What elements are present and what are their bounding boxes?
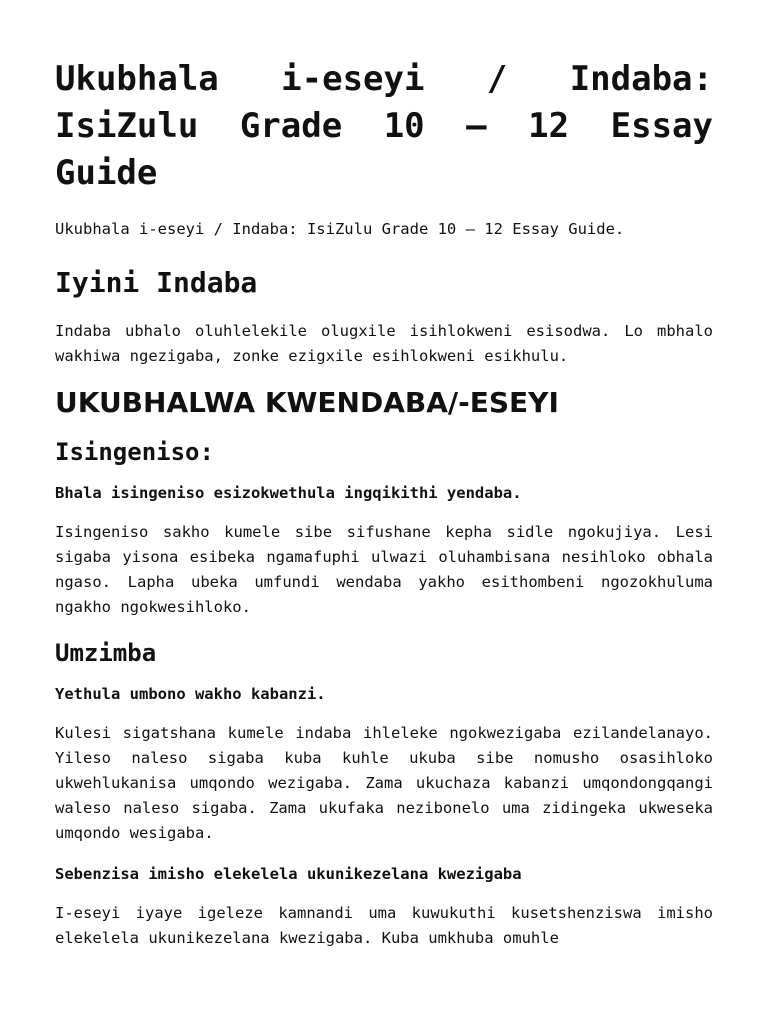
instruction-isingeniso: Bhala isingeniso esizokwethula ingqikithi yendaba. (55, 484, 522, 502)
heading-iyini-indaba: Iyini Indaba (55, 266, 258, 299)
paragraph-isingeniso: Isingeniso sakho kumele sibe sifushane kepha sidle ngokujiya. Lesi sigaba yisona esibeka ngamafuphi ulwazi oluhambisana nesihloko obhala ngaso. Lapha ubeka umfundi wendaba yakho esithombeni ngozokhuluma ngakho ngokwesihloko. (55, 523, 713, 616)
heading-isingeniso: Isingeniso: (55, 438, 214, 466)
instruction-imisho: Sebenzisa imisho elekelela ukunikezelana kwezigaba (55, 865, 522, 883)
instruction-umzimba: Yethula umbono wakho kabanzi. (55, 685, 326, 703)
lead-paragraph: Ukubhala i-eseyi / Indaba: IsiZulu Grade 10 – 12 Essay Guide. (55, 220, 625, 238)
page-title: Ukubhala i-eseyi / Indaba: IsiZulu Grade 10 – 12 Essay Guide (55, 59, 713, 193)
paragraph-imisho: I-eseyi iyaye igeleze kamnandi uma kuwukuthi kusetshenziswa imisho elekelela ukunikezelana kwezigaba. Kuba umkhuba omuhle (55, 904, 713, 947)
paragraph-umzimba: Kulesi sigatshana kumele indaba ihleleke ngokwezigaba ezilandelanayo. Yileso naleso sigaba kuba kuhle ukuba sibe nomusho osasihloko ukwehlukanisa umqondo wezigaba. Zama ukuchaza kabanzi umqondongqangi waleso naleso sigaba. Zama ukufaka nezibonelo uma zidingeka ukweseka umqondo wesigaba. (55, 724, 713, 842)
paragraph-iyini-indaba: Indaba ubhalo oluhlelekile olugxile isihlokweni esisodwa. Lo mbhalo wakhiwa ngezigaba, zonke ezigxile esihlokweni esikhulu. (55, 322, 713, 365)
heading-ukubhalwa: UKUBHALWA KWENDABA/-ESEYI (55, 386, 559, 419)
heading-umzimba: Umzimba (55, 639, 157, 667)
